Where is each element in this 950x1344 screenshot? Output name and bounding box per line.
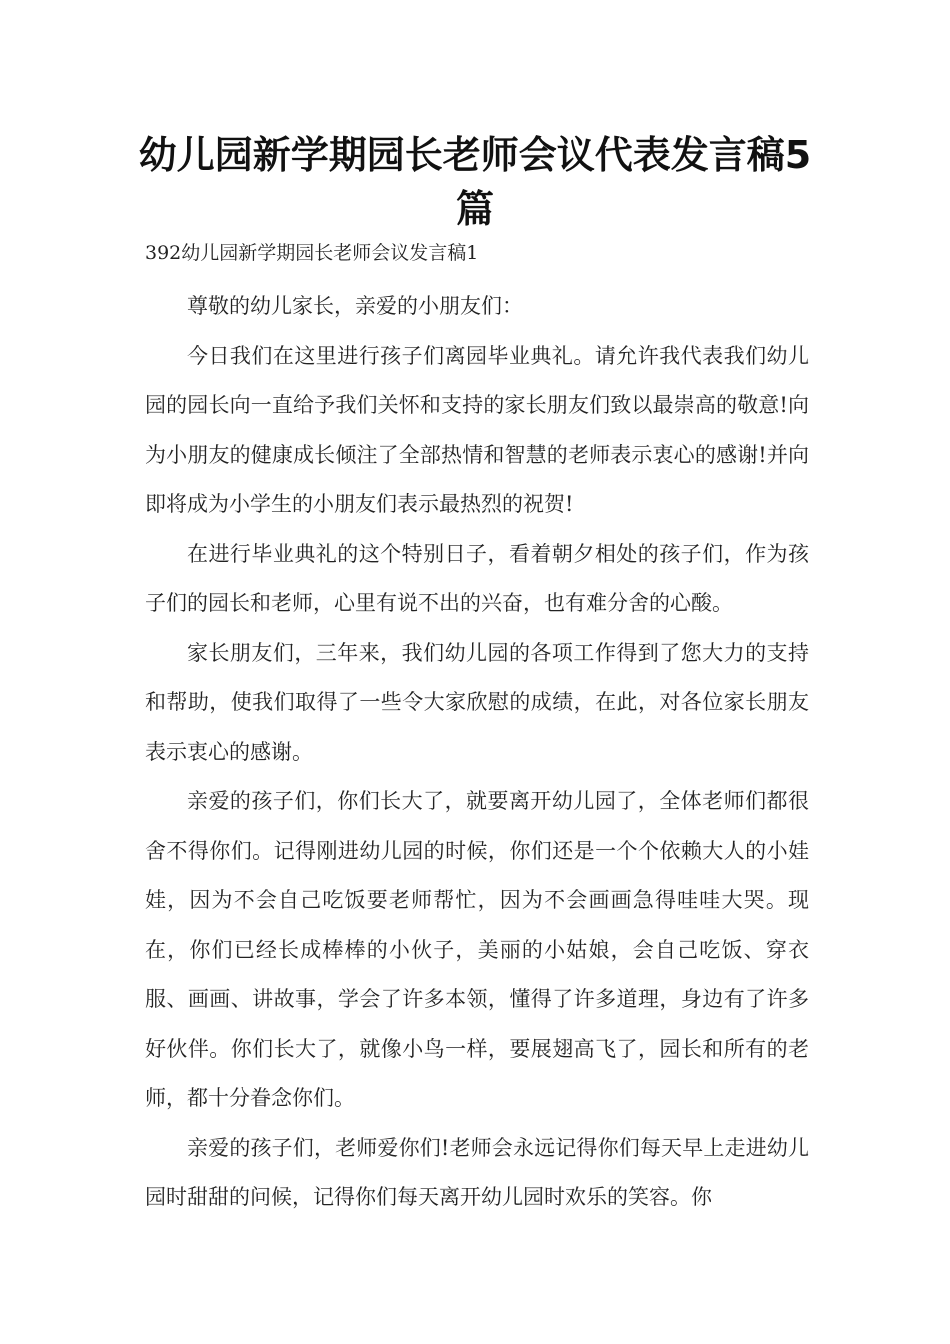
paragraph: 在进行毕业典礼的这个特别日子，看着朝夕相处的孩子们，作为孩子们的园长和老师，心里有说不出的兴奋，也有难分舍的心酸。 [145, 541, 809, 615]
paragraph: 亲爱的孩子们，你们长大了，就要离开幼儿园了，全体老师们都很舍不得你们。记得刚进幼儿园的时候，你们还是一个个依赖大人的小娃娃，因为不会自己吃饭要老师帮忙，因为不会画画急得哇哇大哭。现在，你们已经长成棒棒的小伙子，美丽的小姑娘，会自己吃饭、穿衣服、画画、讲故事，学会了许多本领，懂得了许多道理，身边有了许多好伙伴。你们长大了，就像小鸟一样，要展翅高飞了，园长和所有的老师，都十分眷念你们。 [145, 789, 809, 1110]
paragraph: 家长朋友们，三年来，我们幼儿园的各项工作得到了您大力的支持和帮助，使我们取得了一些令大家欣慰的成绩，在此，对各位家长朋友表示衷心的感谢。 [145, 640, 809, 764]
paragraph-greeting: 尊敬的幼儿家长，亲爱的小朋友们： [187, 294, 523, 318]
document-title: 幼儿园新学期园长老师会议代表发言稿5篇 [138, 133, 812, 231]
paragraph: 今日我们在这里进行孩子们离园毕业典礼。请允许我代表我们幼儿园的园长向一直给予我们关怀和支持的家长朋友们致以最崇高的敬意!向为小朋友的健康成长倾注了全部热情和智慧的老师表示衷心的感谢!并向即将成为小学生的小朋友们表示最热烈的祝贺! [145, 343, 809, 516]
document-body [145, 282, 809, 1223]
document-subtitle: 392幼儿园新学期园长老师会议发言稿1 [145, 242, 479, 264]
paragraph: 亲爱的孩子们，老师爱你们!老师会永远记得你们每天早上走进幼儿园时甜甜的问候，记得你们每天离开幼儿园时欢乐的笑容。你 [145, 1135, 809, 1209]
